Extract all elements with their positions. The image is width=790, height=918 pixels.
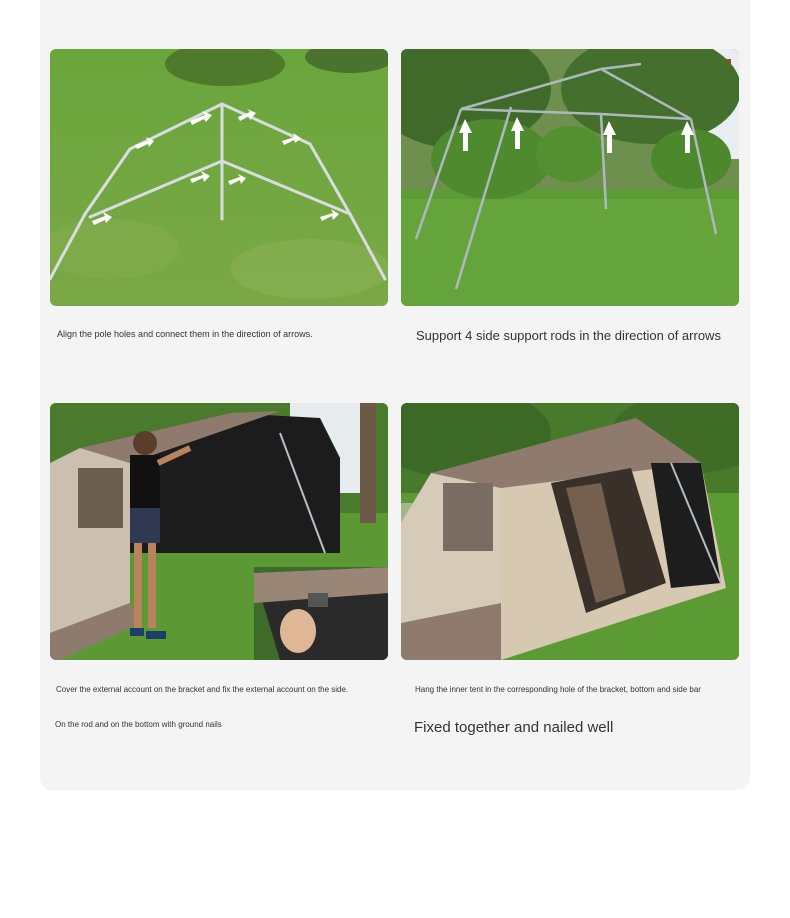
man-covering-frame-photo <box>50 403 388 660</box>
step-4-caption-line-1: Hang the inner tent in the corresponding hole of the bracket, bottom and side bar <box>415 685 701 694</box>
step-1-caption: Align the pole holes and connect them in the direction of arrows. <box>57 329 313 339</box>
step-4-photo <box>401 403 739 660</box>
finished-tent-photo <box>401 403 739 660</box>
frame-standing-arrows-photo <box>401 49 739 306</box>
step-2-photo <box>401 49 739 306</box>
pole-frame-arrows-photo <box>50 49 388 306</box>
step-1-photo <box>50 49 388 306</box>
step-2-caption: Support 4 side support rods in the direction of arrows <box>416 328 721 343</box>
step-3-photo <box>50 403 388 660</box>
step-3-caption-line-2: On the rod and on the bottom with ground nails <box>55 720 222 729</box>
step-4-caption-line-2: Fixed together and nailed well <box>414 719 614 736</box>
step-3-caption-line-1: Cover the external account on the bracket and fix the external account on the side. <box>56 685 349 694</box>
